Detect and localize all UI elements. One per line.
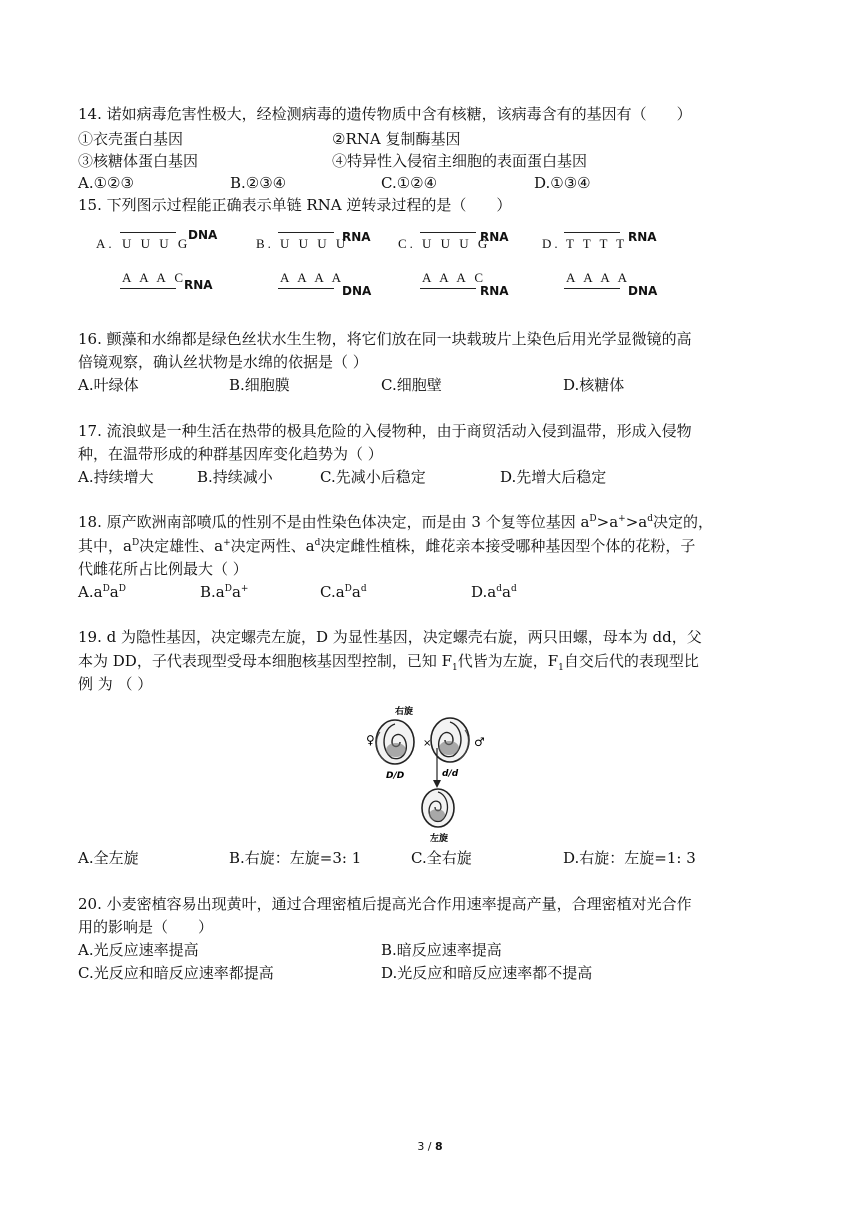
q15-b-bottom-label: DNA — [342, 284, 372, 298]
q15-a-top-label: DNA — [188, 228, 218, 242]
q16-option-b: B.细胞膜 — [229, 376, 290, 394]
q19-option-c: C.全右旋 — [411, 849, 472, 867]
q14-item-4: ④特异性入侵宿主细胞的表面蛋白基因 — [332, 152, 588, 170]
q15-d-bottom-seq: A A A A — [566, 270, 630, 285]
q15-diagram-a — [96, 226, 246, 301]
q15-diagram-b — [256, 226, 406, 301]
page-number — [0, 1140, 860, 1153]
q15-diagram-c — [398, 226, 548, 301]
q20-option-a: A.光反应速率提高 — [78, 941, 199, 959]
q18-option-c: $C.a^Da^d$ — [320, 583, 367, 601]
q19-option-a: A.全左旋 — [78, 849, 139, 867]
offspring-snail-shell — [422, 789, 454, 827]
q18-sup-d: d — [647, 514, 654, 524]
q17-stem-line-1: 17. 流浪蚁是一种生活在热带的极具危险的入侵物种，由于商贸活动入侵到温带，形成入侵物 — [78, 422, 692, 440]
q18-sup-d-2: d — [314, 538, 321, 548]
q15-a-bottom-label: RNA — [184, 278, 213, 292]
q15-a-top-seq: U U U G — [122, 236, 191, 251]
q17-option-a: A.持续增大 — [78, 468, 154, 486]
q15-a-top-strand — [120, 232, 176, 233]
q18-stem-2d: 决定雌性植株，雌花亲本接受哪种基因型个体的花粉，子 — [320, 537, 696, 555]
male-symbol: ♂ — [474, 735, 485, 749]
page-sep: / — [424, 1140, 436, 1153]
q20-stem-line-1: 20. 小麦密植容易出现黄叶，通过合理密植后提高光合作用速率提高产量，合理密植对光合作 — [78, 895, 692, 913]
q16-option-c: C.细胞壁 — [381, 376, 442, 394]
q18-sup-plus-2: + — [223, 538, 231, 548]
q18-option-d: $D.a^da^d$ — [471, 583, 517, 601]
q17-option-b: B.持续减小 — [197, 468, 273, 486]
q18-sup-D: D — [589, 514, 597, 524]
q18-sup-D-2: D — [131, 538, 140, 548]
q16-stem-line-1: 16. 颤藻和水绵都是绿色丝状水生生物，将它们放在同一块载玻片上染色后用光学显微镜的高 — [78, 330, 692, 348]
q18-gt-1: > — [596, 513, 610, 531]
page-total: 8 — [435, 1140, 443, 1153]
figure-bottom-label: 左旋 — [430, 834, 449, 844]
q15-c-top-seq: U U U G — [422, 236, 491, 251]
q15-d-top-seq: T T T T — [566, 236, 628, 251]
q14-item-1: ①衣壳蛋白基因 — [78, 130, 184, 148]
q15-c-letter: C. — [398, 236, 416, 251]
left-genotype: D/D — [386, 771, 405, 781]
female-symbol: ♀ — [366, 733, 375, 747]
q15-b-top-seq: U U U U — [280, 236, 349, 251]
q15-b-bottom-seq: A A A A — [280, 270, 344, 285]
q15-c-top-strand — [420, 232, 476, 233]
cross-symbol: × — [423, 738, 432, 749]
q14-item-2: ②RNA 复制酶基因 — [332, 130, 461, 148]
right-genotype: d/d — [442, 769, 459, 779]
q15-c-bottom-seq: A A A C — [422, 270, 486, 285]
q14-option-a: A.①②③ — [78, 174, 134, 192]
down-arrow-icon — [433, 780, 441, 788]
q18-sup-plus: + — [618, 514, 626, 524]
q15-diagram-d — [542, 226, 692, 301]
q15-a-bottom-strand — [120, 288, 176, 289]
q15-b-top-label: RNA — [342, 230, 371, 244]
q14-option-c: C.①②④ — [381, 174, 438, 192]
q15-d-top-strand — [564, 232, 620, 233]
q20-option-c: C.光反应和暗反应速率都提高 — [78, 964, 274, 982]
q18-stem-1a: 18. 原产欧洲南部喷瓜的性别不是由性染色体决定，而是由 3 个复等位基因 a — [78, 513, 590, 531]
q14-item-3: ③核糖体蛋白基因 — [78, 152, 199, 170]
q15-d-bottom-strand — [564, 288, 620, 289]
q15-c-top-label: RNA — [480, 230, 509, 244]
q19-stem-line-3: 例 为 （ ） — [78, 675, 153, 693]
q16-stem-line-2: 倍镜观察，确认丝状物是水绵的依据是（ ） — [78, 353, 368, 371]
q20-option-b: B.暗反应速率提高 — [381, 941, 502, 959]
q15-a-bottom-seq: A A A C — [122, 270, 186, 285]
q15-stem: 15. 下列图示过程能正确表示单链 RNA 逆转录过程的是（ ） — [78, 196, 512, 214]
q20-option-d: D.光反应和暗反应速率都不提高 — [381, 964, 593, 982]
q18-stem-2a: 其中，a — [78, 537, 132, 555]
q18-option-b: $B.a^Da^+$ — [200, 583, 249, 601]
figure-top-label: 右旋 — [395, 707, 414, 717]
q14-option-d: D.①③④ — [534, 174, 591, 192]
q15-b-letter: B. — [256, 236, 274, 251]
page-current: 3 — [417, 1140, 425, 1153]
q17-option-c: C.先减小后稳定 — [320, 468, 426, 486]
snail-cross-figure — [360, 700, 490, 845]
q18-stem-1b: 决定的， — [653, 513, 714, 531]
q15-c-bottom-label: RNA — [480, 284, 509, 298]
q15-d-bottom-label: DNA — [628, 284, 658, 298]
q18-stem-line-1 — [78, 511, 713, 533]
q16-option-a: A.叶绿体 — [78, 376, 139, 394]
q18-stem-2b: 决定雄性、a — [139, 537, 224, 555]
q15-b-bottom-strand — [278, 288, 334, 289]
left-snail-shell — [376, 720, 414, 764]
q18-a-2: a — [609, 513, 619, 531]
q18-gt-2: > — [625, 513, 639, 531]
q15-a-letter: A. — [96, 236, 115, 251]
q14-stem: 14. 诺如病毒危害性极大，经检测病毒的遗传物质中含有核糖，该病毒含有的基因有（ ） — [78, 105, 692, 123]
q19-option-d: D.右旋：左旋=1: 3 — [563, 849, 696, 867]
q18-stem-line-3: 代雌花所占比例最大（ ） — [78, 560, 248, 578]
q15-d-top-label: RNA — [628, 230, 657, 244]
q15-c-bottom-strand — [420, 288, 476, 289]
q18-stem-2c: 决定两性、a — [230, 537, 315, 555]
q18-stem-line-2 — [78, 535, 695, 557]
q15-b-top-strand — [278, 232, 334, 233]
q14-option-b: B.②③④ — [230, 174, 287, 192]
q18-a-3: a — [638, 513, 648, 531]
q16-option-d: D.核糖体 — [563, 376, 625, 394]
q19-stem-line-1: 19. d 为隐性基因，决定螺壳左旋，D 为显性基因，决定螺壳右旋，两只田螺，母本为 dd，父 — [78, 628, 702, 646]
q15-d-letter: D. — [542, 236, 561, 251]
q19-option-b: B.右旋：左旋=3: 1 — [229, 849, 362, 867]
q17-stem-line-2: 种，在温带形成的种群基因库变化趋势为（ ） — [78, 445, 383, 463]
q19-stem-line-2: 本为 DD，子代表现型受母本细胞核基因型控制，已知 $F_1$代皆为左旋，$F_1$自交后代的表现型比 — [78, 652, 699, 673]
q17-option-d: D.先增大后稳定 — [500, 468, 607, 486]
q20-stem-line-2: 用的影响是（ ） — [78, 918, 214, 936]
q18-option-a: $A.a^Da^D$ — [78, 583, 126, 601]
